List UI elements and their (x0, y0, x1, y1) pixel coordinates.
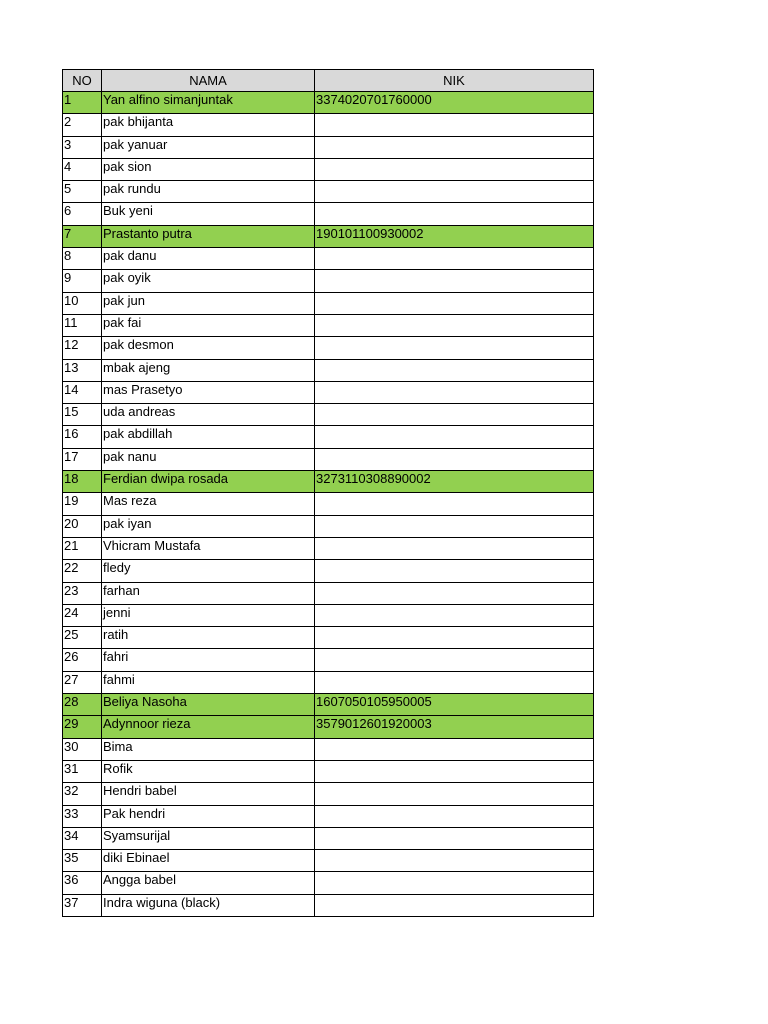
cell-nama[interactable]: pak bhijanta (102, 114, 315, 136)
cell-no[interactable]: 31 (63, 760, 102, 782)
cell-nik[interactable] (315, 359, 594, 381)
table-body (63, 92, 594, 917)
column-header-no[interactable]: NO (63, 70, 102, 92)
cell-nama[interactable]: pak oyik (102, 270, 315, 292)
table-row (63, 270, 594, 292)
cell-nik[interactable] (315, 649, 594, 671)
table-header (63, 70, 594, 92)
cell-nik[interactable] (315, 515, 594, 537)
cell-no[interactable]: 30 (63, 738, 102, 760)
cell-nik[interactable] (315, 203, 594, 225)
cell-nik[interactable] (315, 493, 594, 515)
cell-nama[interactable]: pak yanuar (102, 136, 315, 158)
cell-nik[interactable] (315, 894, 594, 916)
cell-nama[interactable]: pak rundu (102, 181, 315, 203)
cell-nik[interactable] (315, 604, 594, 626)
table-row (63, 337, 594, 359)
cell-no[interactable]: 24 (63, 604, 102, 626)
cell-nik[interactable] (315, 270, 594, 292)
cell-nik[interactable] (315, 582, 594, 604)
cell-no[interactable]: 2 (63, 114, 102, 136)
cell-nik[interactable]: 3374020701760000 (315, 92, 594, 114)
cell-nik[interactable] (315, 181, 594, 203)
cell-nik[interactable] (315, 337, 594, 359)
table-row (63, 471, 594, 493)
spreadsheet-sheet (62, 69, 593, 917)
cell-nama[interactable]: Rofik (102, 760, 315, 782)
cell-no[interactable]: 10 (63, 292, 102, 314)
table-row (63, 314, 594, 336)
cell-nik[interactable] (315, 381, 594, 403)
cell-nik[interactable] (315, 136, 594, 158)
table-row (63, 649, 594, 671)
cell-nama[interactable]: Buk yeni (102, 203, 315, 225)
cell-nama[interactable]: pak sion (102, 158, 315, 180)
cell-nama[interactable]: farhan (102, 582, 315, 604)
table-row (63, 738, 594, 760)
table-row (63, 426, 594, 448)
cell-no[interactable]: 4 (63, 158, 102, 180)
cell-no[interactable]: 21 (63, 537, 102, 559)
cell-no[interactable]: 34 (63, 827, 102, 849)
cell-nik[interactable] (315, 671, 594, 693)
cell-no[interactable]: 14 (63, 381, 102, 403)
cell-no[interactable]: 16 (63, 426, 102, 448)
cell-no[interactable]: 7 (63, 225, 102, 247)
cell-nik[interactable] (315, 314, 594, 336)
cell-no[interactable]: 22 (63, 560, 102, 582)
table-row (63, 694, 594, 716)
cell-nama[interactable]: Syamsurijal (102, 827, 315, 849)
cell-nik[interactable] (315, 292, 594, 314)
cell-no[interactable]: 18 (63, 471, 102, 493)
cell-no[interactable]: 17 (63, 448, 102, 470)
table-row (63, 515, 594, 537)
table-row (63, 493, 594, 515)
table-row (63, 225, 594, 247)
cell-nama[interactable]: diki Ebinael (102, 850, 315, 872)
cell-nama[interactable]: Ferdian dwipa rosada (102, 471, 315, 493)
cell-nama[interactable]: jenni (102, 604, 315, 626)
cell-no[interactable]: 36 (63, 872, 102, 894)
cell-no[interactable]: 6 (63, 203, 102, 225)
cell-nama[interactable]: pak jun (102, 292, 315, 314)
cell-nama[interactable]: Angga babel (102, 872, 315, 894)
header-row (63, 70, 594, 92)
cell-nama[interactable]: pak fai (102, 314, 315, 336)
names-table (62, 69, 594, 917)
cell-nik[interactable] (315, 627, 594, 649)
cell-no[interactable]: 9 (63, 270, 102, 292)
cell-nama[interactable]: Prastanto putra (102, 225, 315, 247)
table-row (63, 181, 594, 203)
cell-no[interactable]: 26 (63, 649, 102, 671)
cell-nik[interactable] (315, 872, 594, 894)
cell-no[interactable]: 27 (63, 671, 102, 693)
cell-nama[interactable]: Adynnoor rieza (102, 716, 315, 738)
cell-nik[interactable]: 190101100930002 (315, 225, 594, 247)
cell-no[interactable]: 11 (63, 314, 102, 336)
column-header-nik[interactable]: NIK (315, 70, 594, 92)
cell-nik[interactable] (315, 448, 594, 470)
table-row (63, 827, 594, 849)
table-row (63, 627, 594, 649)
cell-nik[interactable]: 3273110308890002 (315, 471, 594, 493)
table-row (63, 850, 594, 872)
cell-nik[interactable] (315, 404, 594, 426)
cell-nik[interactable] (315, 760, 594, 782)
cell-no[interactable]: 19 (63, 493, 102, 515)
cell-nama[interactable]: Mas reza (102, 493, 315, 515)
table-row (63, 381, 594, 403)
cell-no[interactable]: 12 (63, 337, 102, 359)
table-row (63, 716, 594, 738)
cell-nik[interactable] (315, 850, 594, 872)
cell-nama[interactable]: fahri (102, 649, 315, 671)
table-row (63, 158, 594, 180)
table-row (63, 114, 594, 136)
table-row (63, 537, 594, 559)
table-row (63, 872, 594, 894)
table-row (63, 671, 594, 693)
cell-nik[interactable]: 1607050105950005 (315, 694, 594, 716)
cell-nama[interactable]: mbak ajeng (102, 359, 315, 381)
table-row (63, 248, 594, 270)
cell-nik[interactable] (315, 827, 594, 849)
table-row (63, 760, 594, 782)
cell-nik[interactable]: 3579012601920003 (315, 716, 594, 738)
table-row (63, 359, 594, 381)
table-row (63, 404, 594, 426)
table-row (63, 805, 594, 827)
cell-nama[interactable]: pak desmon (102, 337, 315, 359)
cell-no[interactable]: 20 (63, 515, 102, 537)
cell-no[interactable]: 23 (63, 582, 102, 604)
cell-nama[interactable]: fahmi (102, 671, 315, 693)
cell-nama[interactable]: uda andreas (102, 404, 315, 426)
cell-nik[interactable] (315, 426, 594, 448)
cell-no[interactable]: 5 (63, 181, 102, 203)
cell-nama[interactable]: ratih (102, 627, 315, 649)
cell-no[interactable]: 32 (63, 783, 102, 805)
cell-no[interactable]: 8 (63, 248, 102, 270)
cell-no[interactable]: 33 (63, 805, 102, 827)
cell-no[interactable]: 13 (63, 359, 102, 381)
cell-nik[interactable] (315, 158, 594, 180)
cell-no[interactable]: 37 (63, 894, 102, 916)
cell-nik[interactable] (315, 805, 594, 827)
cell-nik[interactable] (315, 248, 594, 270)
cell-nama[interactable]: pak iyan (102, 515, 315, 537)
cell-no[interactable]: 25 (63, 627, 102, 649)
cell-nama[interactable]: Indra wiguna (black) (102, 894, 315, 916)
cell-nama[interactable]: fledy (102, 560, 315, 582)
table-row (63, 560, 594, 582)
cell-no[interactable]: 28 (63, 694, 102, 716)
cell-nik[interactable] (315, 783, 594, 805)
cell-nik[interactable] (315, 738, 594, 760)
cell-nama[interactable]: Pak hendri (102, 805, 315, 827)
table-row (63, 448, 594, 470)
cell-no[interactable]: 15 (63, 404, 102, 426)
cell-nama[interactable]: Bima (102, 738, 315, 760)
table-row (63, 292, 594, 314)
table-row (63, 92, 594, 114)
cell-no[interactable]: 3 (63, 136, 102, 158)
table-row (63, 604, 594, 626)
cell-nik[interactable] (315, 537, 594, 559)
table-row (63, 136, 594, 158)
cell-no[interactable]: 1 (63, 92, 102, 114)
cell-nik[interactable] (315, 114, 594, 136)
cell-nama[interactable]: pak nanu (102, 448, 315, 470)
table-row (63, 894, 594, 916)
cell-nama[interactable]: Beliya Nasoha (102, 694, 315, 716)
table-row (63, 582, 594, 604)
table-row (63, 783, 594, 805)
cell-nama[interactable]: mas Prasetyo (102, 381, 315, 403)
cell-nama[interactable]: pak danu (102, 248, 315, 270)
column-header-nama[interactable]: NAMA (102, 70, 315, 92)
cell-nik[interactable] (315, 560, 594, 582)
cell-nama[interactable]: Hendri babel (102, 783, 315, 805)
cell-nama[interactable]: pak abdillah (102, 426, 315, 448)
cell-no[interactable]: 29 (63, 716, 102, 738)
cell-no[interactable]: 35 (63, 850, 102, 872)
table-row (63, 203, 594, 225)
cell-nama[interactable]: Vhicram Mustafa (102, 537, 315, 559)
cell-nama[interactable]: Yan alfino simanjuntak (102, 92, 315, 114)
